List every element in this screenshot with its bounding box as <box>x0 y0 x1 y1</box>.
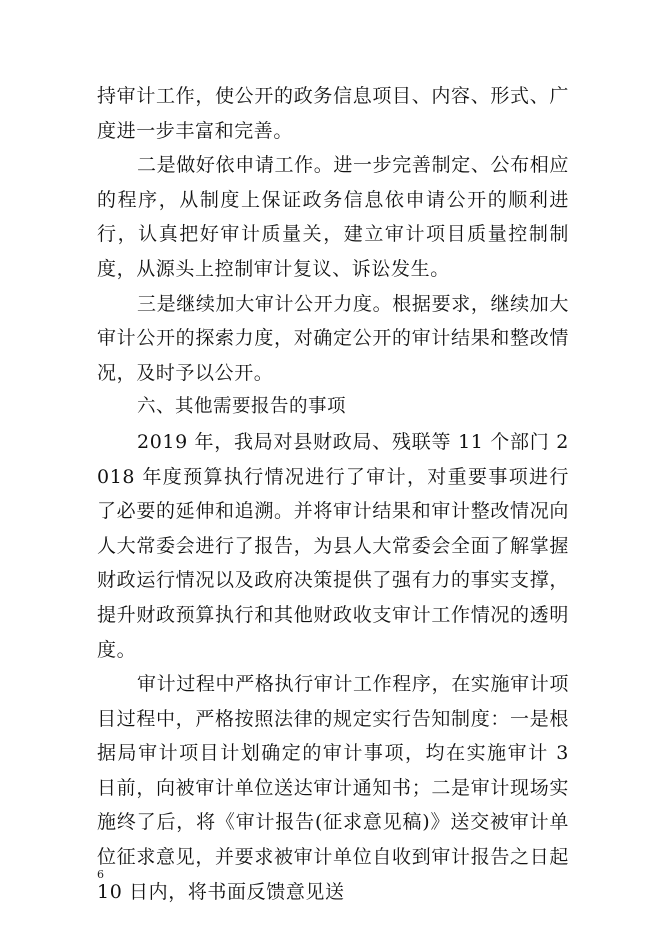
paragraph-application-work: 二是做好依申请工作。进一步完善制定、公布相应的程序，从制度上保证政务信息依申请公开的顺利进行，认真把好审计质量关，建立审计项目质量控制制度，从源头上控制审计复议、诉讼发生。 <box>97 154 569 280</box>
section-heading: 六、其他需要报告的事项 <box>137 396 347 418</box>
document-body <box>97 79 569 909</box>
paragraph-audit-procedure: 审计过程中严格执行审计工作程序，在实施审计项目过程中，严格按照法律的规定实行告知制度：一是根据局审计项目计划确定的审计事项，均在实施审计 3 日前，向被审计单位送达审计通知书；二是审计现场实施终了后，将《审计报告(征求意见稿)》送交被审计单位征求意见，并要求被审计单位自收到审计报告之日起 10 日内，将书面反馈意见送 <box>97 673 569 903</box>
paragraph-continuation: 持审计工作，使公开的政务信息项目、内容、形式、广度进一步丰富和完善。 <box>97 85 569 142</box>
paragraph-increase-disclosure: 三是继续加大审计公开力度。根据要求，继续加大审计公开的探索力度，对确定公开的审计结果和整改情况，及时予以公开。 <box>97 292 569 384</box>
paragraph-audit-2019: 2019 年，我局对县财政局、残联等 11 个部门 2018 年度预算执行情况进行了审计，对重要事项进行了必要的延伸和追溯。并将审计结果和审计整改情况向人大常委会进行了报告，为县人大常委会全面了解掌握财政运行情况以及政府决策提供了强有力的事实支撑，提升财政预算执行和其他财政收支审计工作情况的透明度。 <box>97 430 569 661</box>
page-number: 6 <box>97 868 104 881</box>
